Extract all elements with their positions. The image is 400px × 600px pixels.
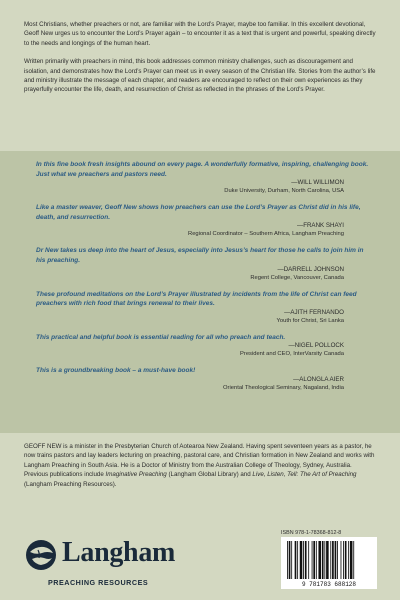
barcode-icon <box>281 537 377 589</box>
description-paragraph-2: Written primarily with preachers in mind, this book addresses common ministry challenges, such as discouragement and isolation, and demonstrates how the Lord’s Prayer can meet us in every season of the Christian life. Stories from the author’s life and ministry illustrate the message of each chapter, and readers are encouraged to reflect on their own experiences as they prayerfully encounter the life, death, and resurrection of Christ as reflected in the phrases of the Lord’s Prayer. <box>24 58 376 94</box>
description <box>24 20 376 104</box>
endorsement-text: In this fine book fresh insights abound on every page. A wonderfully formative, inspiring, challenging book. Just what we preachers and pastors need. <box>36 161 369 178</box>
endorsement-affiliation: Youth for Christ, Sri Lanka <box>276 317 344 324</box>
endorsement-text: Like a master weaver, Geoff New shows how preachers can use the Lord’s Prayer as Christ did in his life, death, and resurrection. <box>36 204 361 221</box>
barcode-bar <box>295 541 297 579</box>
barcode-bar <box>350 541 353 579</box>
author-bio <box>24 442 376 489</box>
endorsement <box>36 203 372 238</box>
barcode-bar <box>332 541 334 579</box>
barcode-digits: 9 781783 688128 <box>301 581 357 588</box>
endorsements <box>36 160 372 400</box>
endorsement-author: —NIGEL POLLOCK <box>288 342 344 350</box>
barcode-bar <box>335 541 337 579</box>
endorsement-affiliation: Regent College, Vancouver, Canada <box>250 274 344 281</box>
barcode-bar <box>316 541 317 579</box>
endorsement-affiliation: Oriental Theological Seminary, Nagaland, India <box>223 384 344 391</box>
barcode-bar <box>343 541 344 579</box>
bio-book-title: Live, Listen, Tell: The Art of Preaching <box>252 471 357 479</box>
endorsement-text: Dr New takes us deep into the heart of Jesus, especially into Jesus’s heart for those he calls to join him in his preaching. <box>36 247 364 264</box>
endorsement-text: This is a groundbreaking book – a must-have book! <box>36 367 196 375</box>
barcode-bar <box>348 541 349 579</box>
endorsement-text: These profound meditations on the Lord’s Prayer illustrated by incidents from the life of Christ can feed preachers with rich food that brings renewal to their lives. <box>36 290 357 308</box>
bio-text: GEOFF NEW is a minister in the Presbyterian Church of Aotearoa New Zealand. Having spent seventeen years as a pastor, he now trains pastors and lay leaders lecturing on preaching, pastoral care, and Christian formation in New Zealand and works with Langham Preaching in South Asia. He is a Doctor of Ministry from the Australian College of Theology, Sydney, Australia. Previous publications include <box>24 443 375 479</box>
barcode-bar <box>308 541 309 579</box>
barcode-bar <box>303 541 304 579</box>
barcode-bar <box>291 541 292 579</box>
barcode-bar <box>337 541 338 579</box>
endorsement-author: —FRANK SHAYI <box>297 222 344 230</box>
endorsement-affiliation: President and CEO, InterVarsity Canada <box>240 351 344 358</box>
barcode-bar <box>305 541 307 579</box>
barcode-bar <box>326 541 329 579</box>
barcode-bar <box>345 541 347 579</box>
isbn-label: ISBN 978-1-78368-812-8 <box>281 530 342 536</box>
bio-text: (Langham Preaching Resources). <box>24 480 117 488</box>
description-paragraph-1: Most Christians, whether preachers or not, are familiar with the Lord’s Prayer, maybe too familiar. In this excellent devotional, Geoff New urges us to encounter the Lord’s Prayer again – to encounter it as a text that is urgent and powerful, speaking directly to the needs and longings of the human heart. <box>24 21 376 47</box>
barcode-bar <box>318 541 321 579</box>
endorsement-affiliation: Regional Coordinator – Southern Africa, Langham Preaching <box>188 231 344 238</box>
bio-book-title: Imaginative Preaching <box>105 471 167 479</box>
barcode-bar <box>313 541 315 579</box>
barcode-bar <box>341 541 342 579</box>
barcode-bar <box>324 541 325 579</box>
barcode-bar <box>297 541 298 579</box>
endorsement-text: This practical and helpful book is essential reading for all who preach and teach. <box>36 333 286 341</box>
barcode <box>281 537 377 589</box>
endorsement-author: —ALONGLA AIER <box>293 375 344 383</box>
endorsement-affiliation: Duke University, Durham, North Carolina, USA <box>224 188 344 195</box>
barcode-bar <box>322 541 324 579</box>
barcode-bar <box>353 541 354 579</box>
barcode-bar <box>289 541 291 579</box>
endorsement <box>36 160 372 195</box>
barcode-bar <box>300 541 303 579</box>
endorsement-author: —AJITH FERNANDO <box>284 308 344 316</box>
endorsement <box>36 290 372 325</box>
publisher-subtitle: PREACHING RESOURCES <box>48 578 149 587</box>
endorsement <box>36 246 372 281</box>
endorsement <box>36 333 372 359</box>
bio-text: (Langham Global Library) and <box>166 471 253 479</box>
endorsement-author: —WILL WILLIMON <box>291 179 344 187</box>
barcode-bar <box>287 541 288 579</box>
endorsement <box>36 366 372 392</box>
publisher-name: Langham <box>62 537 176 568</box>
barcode-bar <box>312 541 313 579</box>
barcode-bar <box>330 541 331 579</box>
endorsement-author: —DARRELL JOHNSON <box>277 265 344 273</box>
globe-dove-icon <box>24 538 58 572</box>
publisher-logo <box>24 537 176 588</box>
